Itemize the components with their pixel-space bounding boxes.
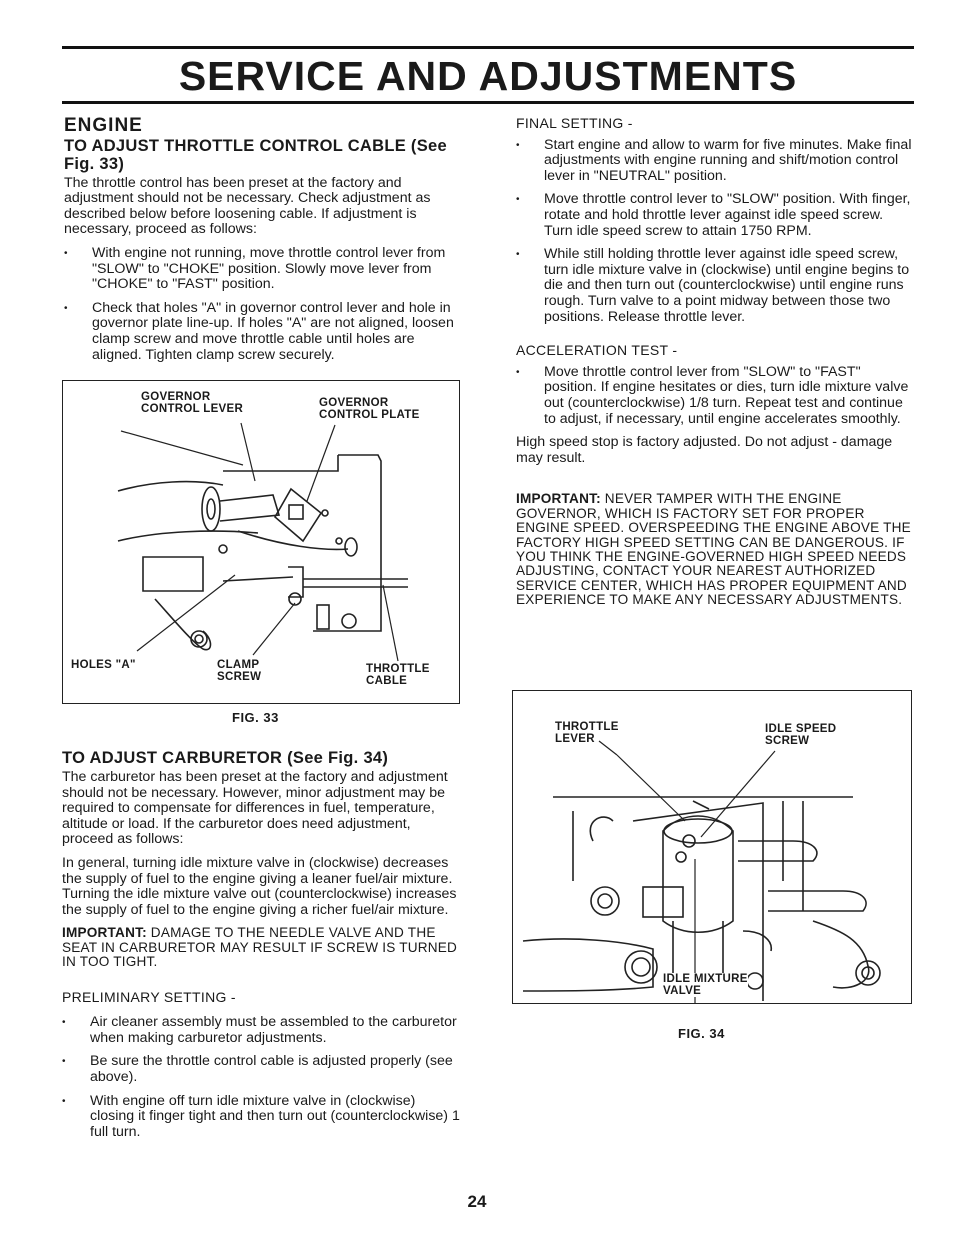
list-item: • While still holding throttle lever against idle speed screw, turn idle mixture valve in (clockwise) until engine begins to die and then turn out (counterclockwise) until engine runs rough. Turn valve to a point midway between those two positions. Release throttle lever. xyxy=(516,247,914,325)
final-setting-list xyxy=(516,138,914,326)
list-item: • Check that holes "A" in governor control lever and hole in governor plate line-up. If holes "A" are not aligned, loosen clamp screw and move throttle cable until holes are aligned. Tighten clamp screw securely. xyxy=(64,301,460,363)
important-text: DAMAGE TO THE NEEDLE VALVE AND THE SEAT IN CARBURETOR MAY RESULT IF SCREW IS TURNED IN TOO TIGHT. xyxy=(62,925,458,970)
list-item: • Be sure the throttle control cable is adjusted properly (see above). xyxy=(62,1054,460,1085)
list-item: • Move throttle control lever to "SLOW" position. With finger, rotate and hold throttle lever against idle speed screw. Turn idle speed screw to attain 1750 RPM. xyxy=(516,192,914,239)
important-text: NEVER TAMPER WITH THE ENGINE GOVERNOR, WHICH IS FACTORY SET FOR PROPER ENGINE SPEED. OVERSPEEDING THE ENGINE ABOVE THE FACTORY HIGH SPEED SETTING CAN BE DANGEROUS. IF YOU THINK THE ENGINE-GOVERNED HIGH SPEED NEEDS ADJUSTING, CONTACT YOUR NEAREST AUTHORIZED SERVICE CENTER, WHICH HAS PROPER EQUIPMENT AND EXPERIENCE TO MAKE ANY NECESSARY ADJUSTMENTS. xyxy=(516,491,911,608)
list-item: • Move throttle control lever from "SLOW" to "FAST" position. If engine hesitates or dies, turn idle mixture valve out (counterclockwise) 1/8 turn. Repeat test and continue to adjust, if necessary, until engine accelerates smoothly. xyxy=(516,365,914,427)
label-throttle-cable: THROTTLE CABLE xyxy=(366,663,430,687)
important-label: IMPORTANT: xyxy=(62,925,147,941)
carburetor-heading: TO ADJUST CARBURETOR (See Fig. 34) xyxy=(62,749,389,767)
final-setting-heading: FINAL SETTING - xyxy=(516,115,633,131)
carburetor-important xyxy=(62,926,460,969)
throttle-heading: TO ADJUST THROTTLE CONTROL CABLE (See Fig. 33) xyxy=(64,136,447,173)
important-label: IMPORTANT: xyxy=(516,491,601,507)
page-title: SERVICE AND ADJUSTMENTS xyxy=(178,53,798,99)
carburetor-section xyxy=(62,749,460,1148)
engine-heading: ENGINE xyxy=(64,115,143,136)
governor-illustration xyxy=(63,381,459,703)
fig34-caption: FIG. 34 xyxy=(678,1026,725,1041)
throttle-bullet-list xyxy=(64,246,460,363)
left-column xyxy=(64,115,460,371)
high-speed-note: High speed stop is factory adjusted. Do not adjust - damage may result. xyxy=(516,434,893,466)
throttle-intro: The throttle control has been preset at the factory and adjustment should not be necessary. Check adjustment as described below before loosening cable. If adjustment is necessary, proceed as follows: xyxy=(64,174,431,238)
right-column xyxy=(516,116,914,614)
list-item: • Air cleaner assembly must be assembled to the carburetor when making carburetor adjustments. xyxy=(62,1015,460,1046)
preliminary-bullet-list xyxy=(62,1015,460,1140)
label-governor-control-plate: GOVERNOR CONTROL PLATE xyxy=(319,397,420,421)
label-idle-speed-screw: IDLE SPEED SCREW xyxy=(765,723,837,747)
label-throttle-lever: THROTTLE LEVER xyxy=(555,721,619,745)
label-idle-mixture-valve: IDLE MIXTURE VALVE xyxy=(663,973,748,997)
figure-34 xyxy=(512,690,912,1004)
fig33-caption: FIG. 33 xyxy=(232,710,279,725)
list-item: • With engine not running, move throttle control lever from "SLOW" to "CHOKE" position. Slowly move lever from "CHOKE" to "FAST" position. xyxy=(64,246,460,293)
top-rule xyxy=(62,46,914,49)
label-clamp-screw: CLAMP SCREW xyxy=(217,659,262,683)
acceleration-test-heading: ACCELERATION TEST - xyxy=(516,342,678,359)
figure-33 xyxy=(62,380,460,704)
governor-important xyxy=(516,492,914,607)
page-number: 24 xyxy=(467,1192,487,1211)
label-holes-a: HOLES "A" xyxy=(71,659,136,671)
preliminary-heading: PRELIMINARY SETTING - xyxy=(62,988,236,1005)
list-item: • Start engine and allow to warm for five minutes. Make final adjustments with engine running and shift/motion control lever in "NEUTRAL" position. xyxy=(516,138,914,185)
list-item: • With engine off turn idle mixture valve in (clockwise) closing it finger tight and then turn out (counterclockwise) 1 full turn. xyxy=(62,1094,460,1141)
carburetor-intro: The carburetor has been preset at the factory and adjustment should not be necessary. However, minor adjustment may be required to compensate for differences in fuel, temperature, altitude or load. If the carburetor does need adjustment, proceed as follows: xyxy=(62,769,448,848)
title-rule xyxy=(62,101,914,104)
acceleration-test-list xyxy=(516,365,914,427)
carburetor-general: In general, turning idle mixture valve in (clockwise) decreases the supply of fuel to the engine giving a leaner fuel/air mixture. Turning the idle mixture valve out (counterclockwise) increases the supply of fuel to the engine giving a richer fuel/air mixture. xyxy=(62,854,457,918)
label-governor-control-lever: GOVERNOR CONTROL LEVER xyxy=(141,391,244,415)
